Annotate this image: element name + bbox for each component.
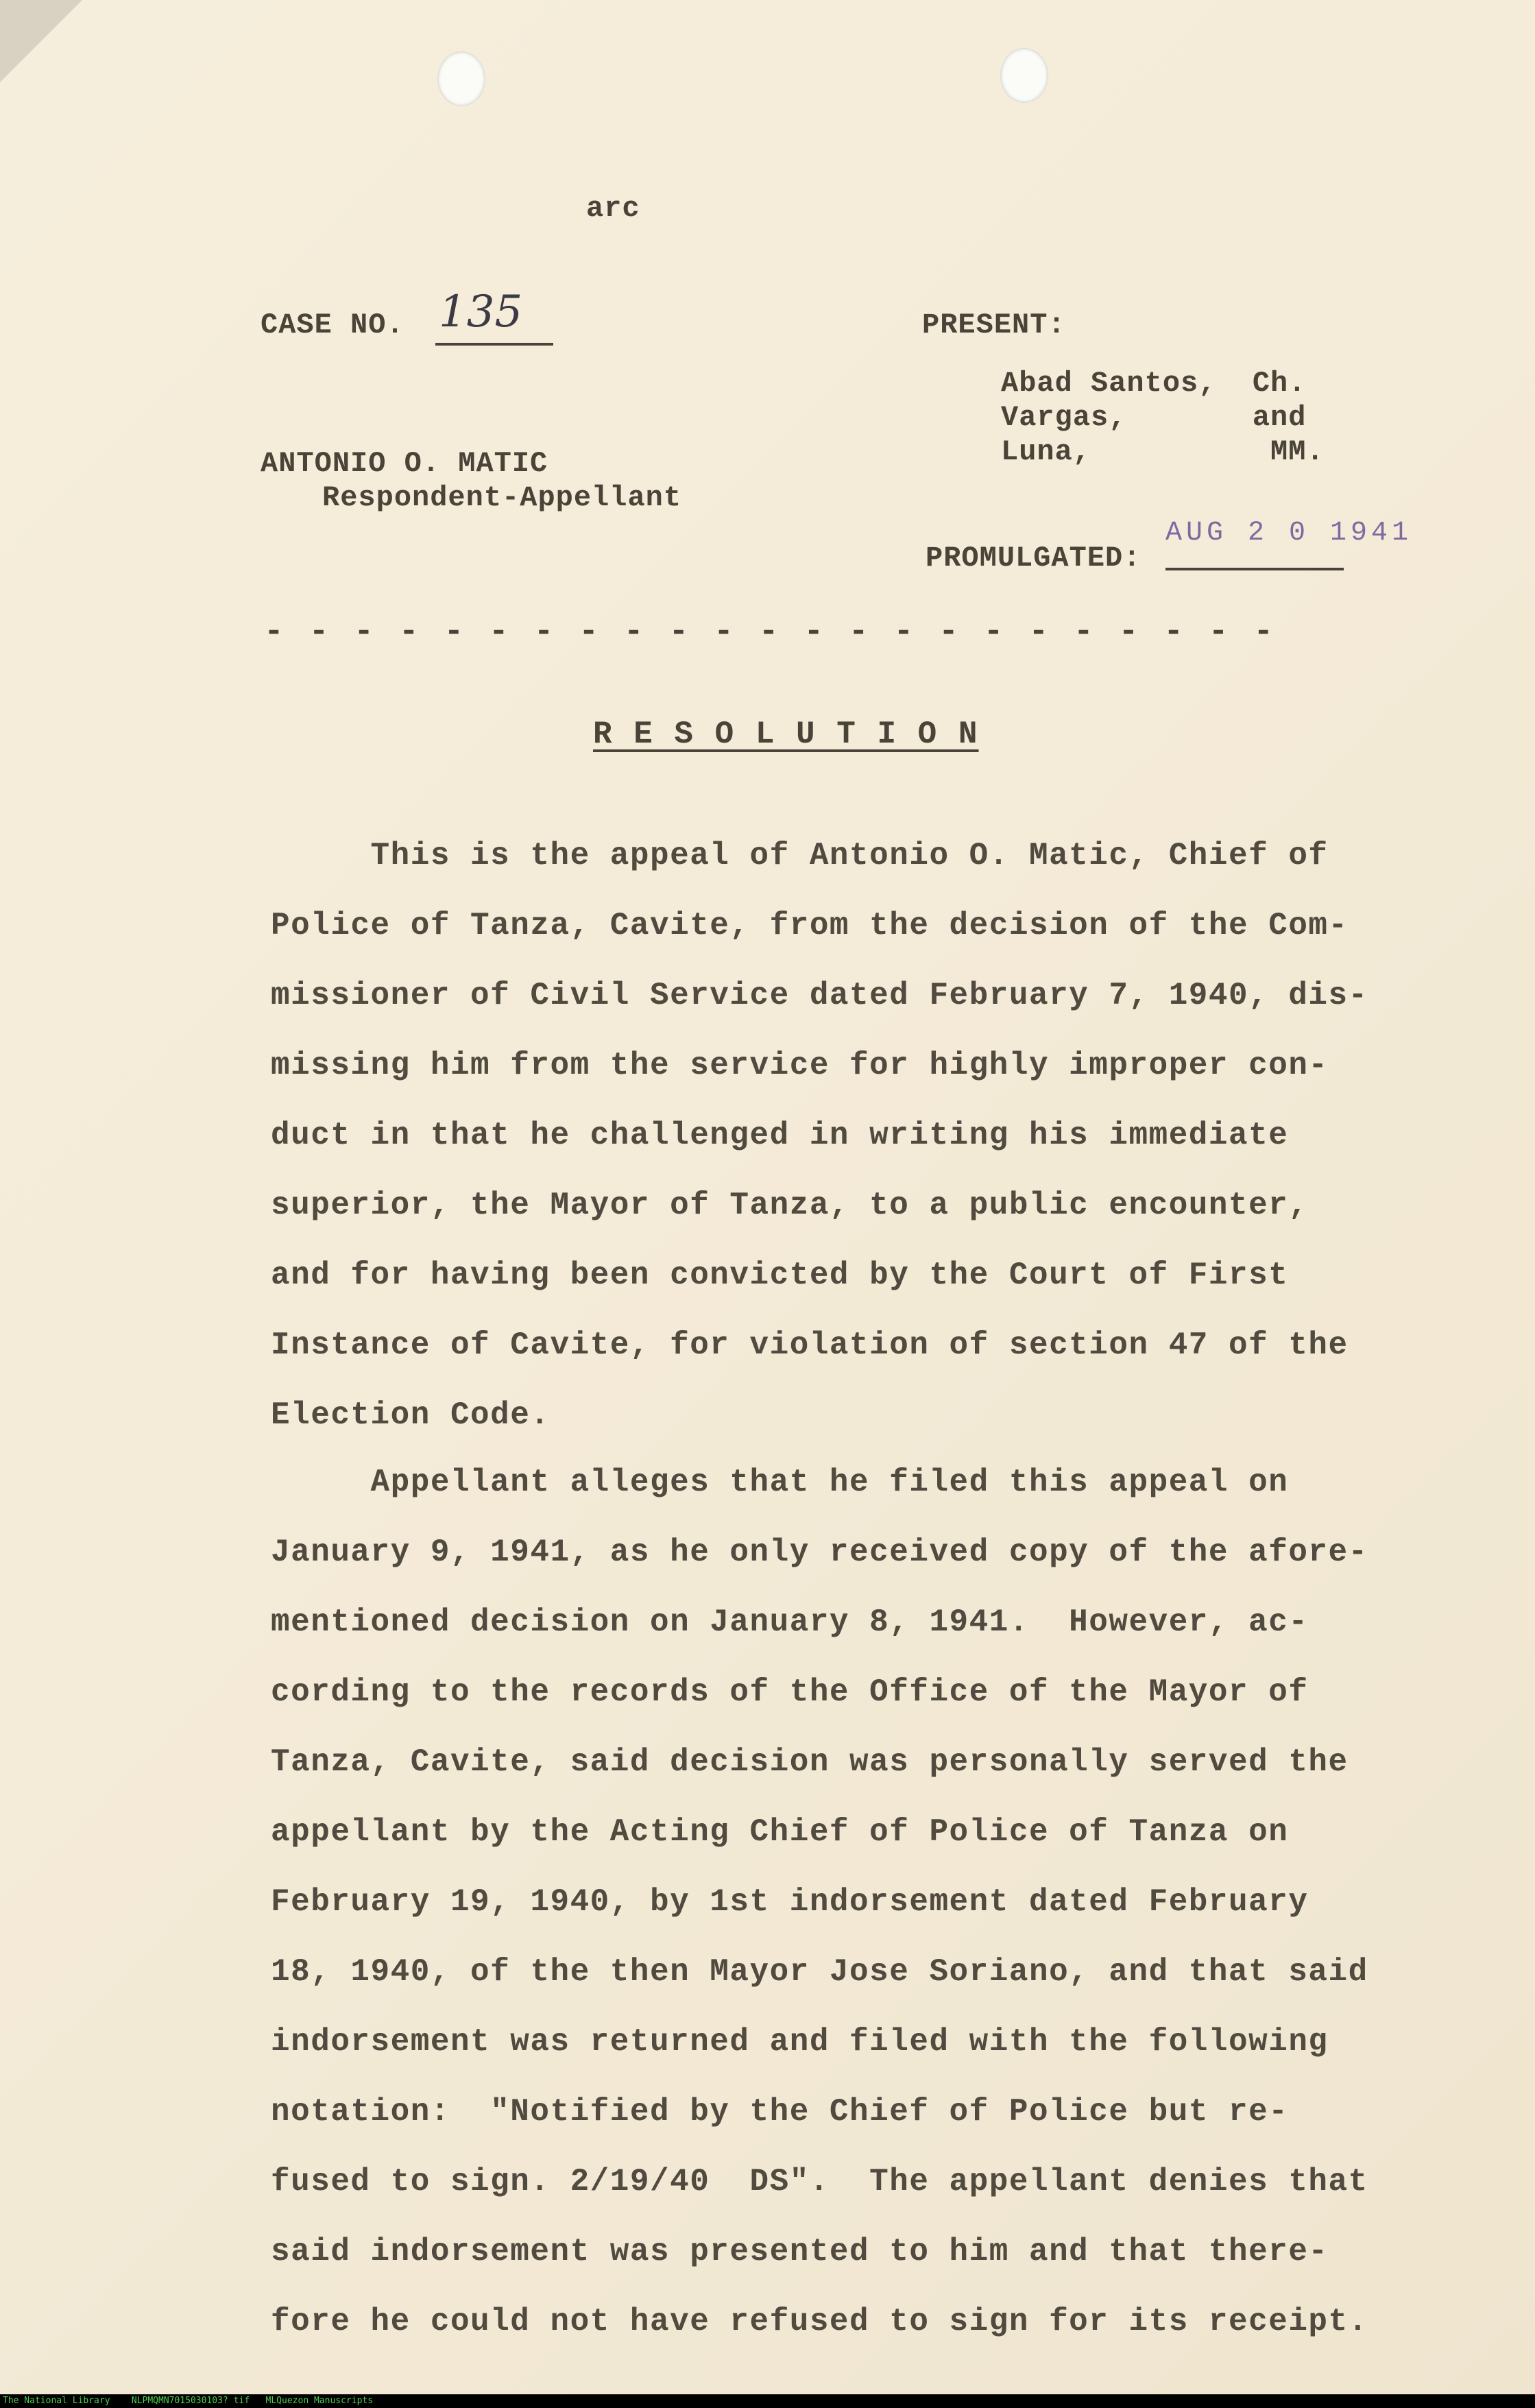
body-line: mentioned decision on January 8, 1941. However, ac-: [271, 1604, 1309, 1640]
body-line: January 9, 1941, as he only received copy of the afore-: [271, 1534, 1368, 1570]
body-line: said indorsement was presented to him and that there-: [271, 2234, 1329, 2269]
scan-footer: [0, 2394, 1535, 2408]
justice-line-1: Abad Santos, Ch.: [1001, 367, 1307, 400]
punch-hole-right: [1000, 48, 1048, 103]
body-line: fused to sign. 2/19/40 DS". The appellant denies that: [271, 2164, 1368, 2200]
body-line: missing him from the service for highly improper con-: [271, 1048, 1329, 1083]
body-line: missioner of Civil Service dated February 7, 1940, dis-: [271, 978, 1368, 1013]
body-line: notation: "Notified by the Chief of Police but re-: [271, 2094, 1289, 2130]
punch-hole-left: [437, 51, 485, 106]
body-line: Appellant alleges that he filed this appeal on: [271, 1465, 1289, 1500]
case-number: 135: [439, 287, 523, 337]
folded-corner: [0, 0, 82, 82]
present-label: PRESENT:: [922, 309, 1066, 341]
document-title: R E S O L U T I O N: [593, 717, 979, 752]
body-line: Election Code.: [271, 1397, 551, 1433]
justice-line-3: Luna, MM.: [1001, 435, 1325, 468]
body-line: superior, the Mayor of Tanza, to a public encounter,: [271, 1188, 1309, 1223]
body-line: Instance of Cavite, for violation of section 47 of the: [271, 1327, 1349, 1363]
body-line: cording to the records of the Office of the Mayor of: [271, 1674, 1309, 1710]
footer-library: The National Library: [3, 2396, 110, 2406]
body-line: This is the appeal of Antonio O. Matic, Chief of: [271, 838, 1329, 874]
body-line: Police of Tanza, Cavite, from the decision of the Com-: [271, 908, 1349, 943]
body-line: and for having been convicted by the Court of First: [271, 1257, 1289, 1293]
party-name: ANTONIO O. MATIC: [261, 447, 548, 480]
body-line: fore he could not have refused to sign for its receipt.: [271, 2304, 1368, 2339]
body-line: Tanza, Cavite, said decision was personally served the: [271, 1744, 1349, 1780]
footer-file-id: NLPMQMN7015030103? tif: [131, 2396, 250, 2406]
justice-line-2: Vargas, and: [1001, 401, 1307, 434]
header-separator: - - - - - - - - - - - - - - - - - - - - - - -: [264, 614, 1277, 651]
party-role: Respondent-Appellant: [322, 481, 682, 514]
body-line: February 19, 1940, by 1st indorsement dated February: [271, 1884, 1309, 1920]
body-line: duct in that he challenged in writing his immediate: [271, 1118, 1289, 1153]
promulgated-underline: [1165, 568, 1344, 570]
footer-collection: MLQuezon Manuscripts: [265, 2396, 374, 2406]
body-line: appellant by the Acting Chief of Police of Tanza on: [271, 1814, 1289, 1850]
case-number-underline: [435, 343, 553, 346]
promulgated-label: PROMULGATED:: [926, 542, 1141, 575]
case-label: CASE NO.: [261, 309, 404, 341]
typist-initials: arc: [586, 192, 640, 225]
date-stamp: AUG 2 0 1941: [1165, 518, 1413, 549]
body-line: 18, 1940, of the then Mayor Jose Soriano, and that said: [271, 1954, 1368, 1990]
body-line: indorsement was returned and filed with the following: [271, 2024, 1329, 2060]
